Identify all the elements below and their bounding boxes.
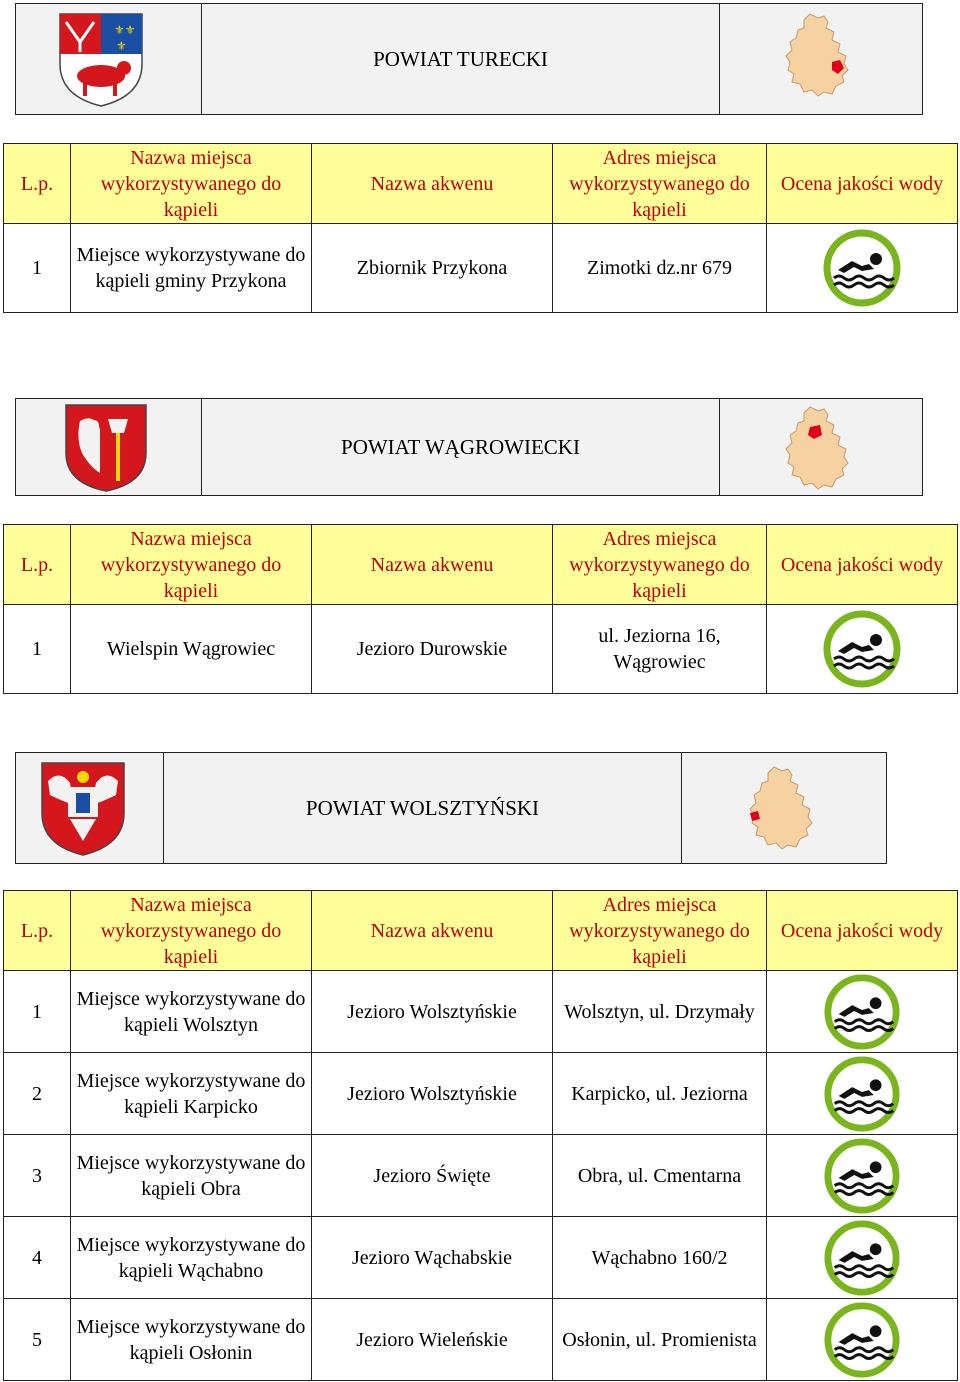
row-water: Jezioro Durowskie — [312, 605, 553, 694]
wielkopolska-map-icon — [782, 405, 852, 491]
row-lp: 5 — [4, 1299, 71, 1381]
table-row — [4, 224, 958, 313]
col-place: Nazwa miejsca wykorzystywanego do kąpieli — [71, 891, 312, 971]
map-cell — [720, 4, 924, 114]
swimming-allowed-icon — [823, 973, 901, 1051]
row-address: ul. Jeziorna 16, Wągrowiec — [553, 605, 767, 694]
row-place: Miejsce wykorzystywane do kąpieli Karpicko — [71, 1053, 312, 1135]
col-place: Nazwa miejsca wykorzystywanego do kąpieli — [71, 144, 312, 224]
col-rating: Ocena jakości wody — [767, 144, 958, 224]
table-row — [4, 1217, 958, 1299]
col-water: Nazwa akwenu — [312, 891, 553, 971]
row-lp: 1 — [4, 971, 71, 1053]
map-cell — [720, 399, 924, 495]
row-rating — [767, 1299, 958, 1381]
row-lp: 1 — [4, 224, 71, 313]
row-address: Obra, ul. Cmentarna — [553, 1135, 767, 1217]
section-title: POWIAT TURECKI — [202, 4, 720, 114]
row-rating — [767, 1217, 958, 1299]
row-address: Wolsztyn, ul. Drzymały — [553, 971, 767, 1053]
swimming-allowed-icon — [822, 228, 902, 308]
row-water: Jezioro Wieleńskie — [312, 1299, 553, 1381]
row-rating — [767, 605, 958, 694]
row-place: Miejsce wykorzystywane do kąpieli Wąchabno — [71, 1217, 312, 1299]
col-address: Adres miejsca wykorzystywanego do kąpieli — [553, 525, 767, 605]
row-water: Jezioro Wolsztyńskie — [312, 1053, 553, 1135]
bathing-table-wagrowiec — [3, 524, 958, 694]
row-lp: 2 — [4, 1053, 71, 1135]
wielkopolska-map-icon — [746, 765, 816, 851]
row-place: Miejsce wykorzystywane do kąpieli Obra — [71, 1135, 312, 1217]
row-rating — [767, 1135, 958, 1217]
col-rating: Ocena jakości wody — [767, 891, 958, 971]
table-header-row — [4, 144, 958, 224]
row-lp: 1 — [4, 605, 71, 694]
swimming-allowed-icon — [823, 1301, 901, 1379]
section-title: POWIAT WOLSZTYŃSKI — [164, 753, 682, 863]
row-address: Wąchabno 160/2 — [553, 1217, 767, 1299]
col-rating: Ocena jakości wody — [767, 525, 958, 605]
col-lp: L.p. — [4, 525, 71, 605]
crest-cell — [16, 4, 202, 114]
col-water: Nazwa akwenu — [312, 144, 553, 224]
row-place: Miejsce wykorzystywane do kąpieli Wolsztyn — [71, 971, 312, 1053]
bathing-table-wolsztyn — [3, 890, 958, 1381]
table-row — [4, 971, 958, 1053]
wielkopolska-map-icon — [782, 12, 852, 98]
row-water: Jezioro Święte — [312, 1135, 553, 1217]
row-address: Zimotki dz.nr 679 — [553, 224, 767, 313]
table-row — [4, 605, 958, 694]
col-water: Nazwa akwenu — [312, 525, 553, 605]
table-row — [4, 1299, 958, 1381]
row-water: Zbiornik Przykona — [312, 224, 553, 313]
row-address: Karpicko, ul. Jeziorna — [553, 1053, 767, 1135]
crest-cell — [16, 399, 202, 495]
section-title: POWIAT WĄGROWIECKI — [202, 399, 720, 495]
wolsztyn-coat-of-arms-icon — [40, 761, 126, 857]
section-header-wolsztyn — [15, 752, 887, 864]
col-lp: L.p. — [4, 891, 71, 971]
row-place: Miejsce wykorzystywane do kąpieli gminy Przykona — [71, 224, 312, 313]
row-water: Jezioro Wąchabskie — [312, 1217, 553, 1299]
col-lp: L.p. — [4, 144, 71, 224]
crest-cell — [16, 753, 164, 863]
table-row — [4, 1135, 958, 1217]
col-address: Adres miejsca wykorzystywanego do kąpieli — [553, 144, 767, 224]
table-row — [4, 1053, 958, 1135]
swimming-allowed-icon — [823, 1137, 901, 1215]
bathing-table-turek — [3, 143, 958, 313]
row-lp: 4 — [4, 1217, 71, 1299]
row-water: Jezioro Wolsztyńskie — [312, 971, 553, 1053]
col-address: Adres miejsca wykorzystywanego do kąpieli — [553, 891, 767, 971]
row-rating — [767, 1053, 958, 1135]
turek-coat-of-arms-icon — [58, 12, 144, 108]
table-header-row — [4, 525, 958, 605]
map-cell — [682, 753, 888, 863]
row-rating — [767, 224, 958, 313]
table-header-row — [4, 891, 958, 971]
section-header-turek — [15, 3, 923, 115]
row-address: Osłonin, ul. Promienista — [553, 1299, 767, 1381]
row-lp: 3 — [4, 1135, 71, 1217]
row-place: Miejsce wykorzystywane do kąpieli Osłonin — [71, 1299, 312, 1381]
col-place: Nazwa miejsca wykorzystywanego do kąpieli — [71, 525, 312, 605]
swimming-allowed-icon — [823, 1055, 901, 1133]
section-header-wagrowiec — [15, 398, 923, 496]
svg-text:⚜: ⚜ — [116, 39, 127, 53]
row-place: Wielspin Wągrowiec — [71, 605, 312, 694]
swimming-allowed-icon — [822, 609, 902, 689]
swimming-allowed-icon — [823, 1219, 901, 1297]
row-rating — [767, 971, 958, 1053]
wagrowiec-coat-of-arms-icon — [64, 403, 148, 493]
svg-text:⚜⚜: ⚜⚜ — [114, 23, 136, 37]
